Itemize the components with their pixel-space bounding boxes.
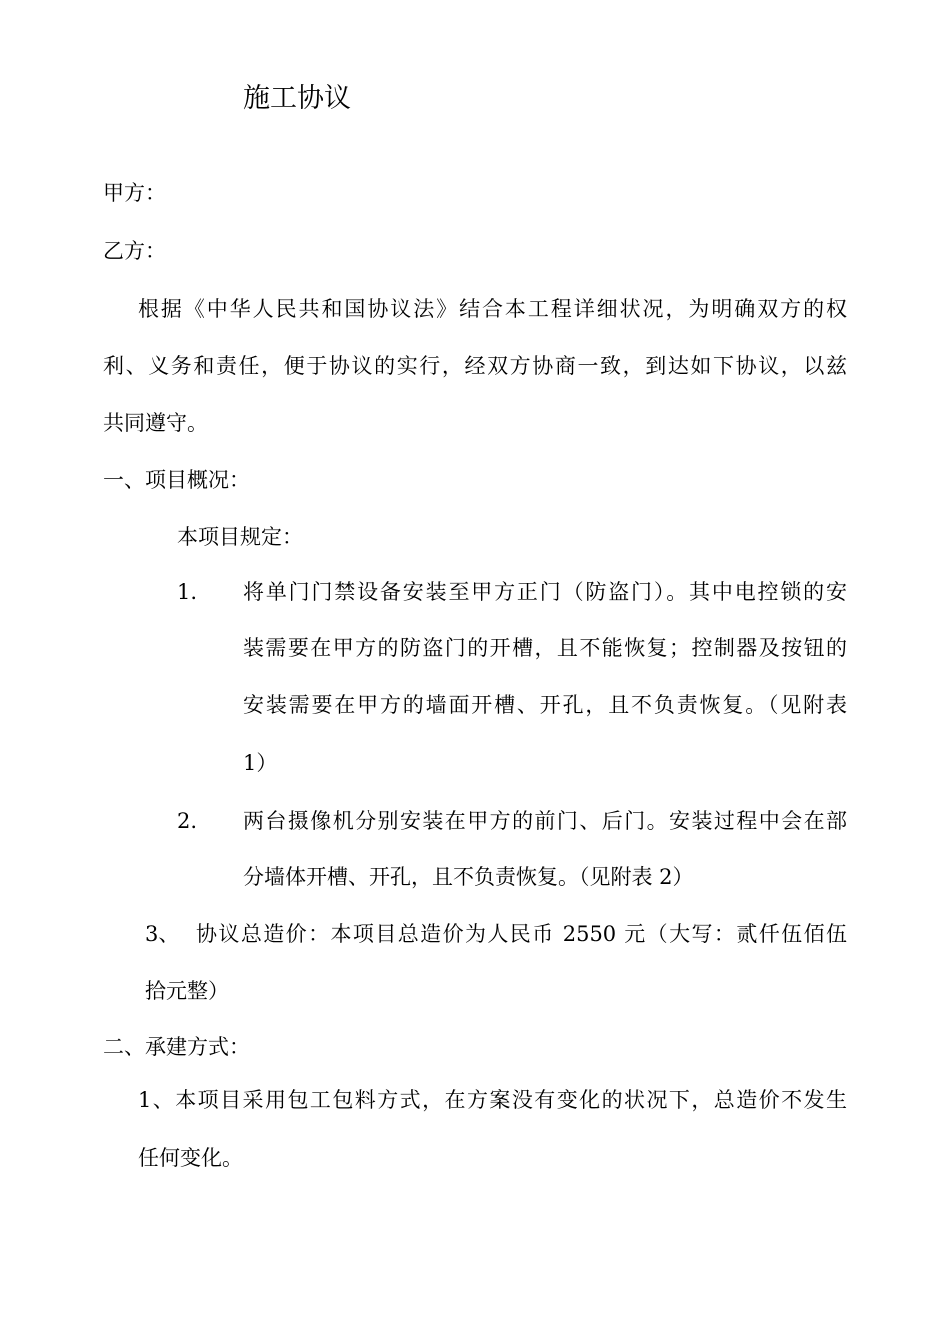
item2-line-2: 分墙体开槽、开孔，且不负责恢复。（见附表 2）	[243, 865, 694, 889]
document-title: 施工协议	[243, 83, 351, 114]
item3-line-1: 协议总造价：本项目总造价为人民币 2550 元（大写：贰仟伍佰伍	[196, 922, 847, 946]
section2-heading: 二、承建方式：	[103, 1035, 250, 1059]
item1-number: 1.	[177, 580, 198, 604]
section1-heading: 一、项目概况：	[103, 468, 250, 492]
section2-item1-line-1: 1、本项目采用包工包料方式，在方案没有变化的状况下，总造价不发生	[138, 1088, 847, 1112]
item3-number: 3、	[145, 922, 180, 946]
section1-subheading: 本项目规定：	[177, 525, 303, 549]
intro-line-2: 利、义务和责任，便于协议的实行，经双方协商一致，到达如下协议，以兹	[103, 354, 847, 378]
item1-line-1: 将单门门禁设备安装至甲方正门（防盗门）。其中电控锁的安	[243, 580, 847, 604]
item3-line-2: 拾元整）	[145, 979, 229, 1003]
intro-line-3: 共同遵守。	[103, 411, 208, 435]
section2-item1-line-2: 任何变化。	[138, 1146, 243, 1170]
item1-line-4: 1）	[243, 751, 278, 775]
item2-line-1: 两台摄像机分别安装在甲方的前门、后门。安装过程中会在部	[243, 809, 847, 833]
item1-line-3: 安装需要在甲方的墙面开槽、开孔，且不负责恢复。（见附表	[243, 693, 847, 717]
item2-number: 2.	[177, 809, 198, 833]
party-a-label: 甲方：	[103, 181, 166, 205]
item1-line-2: 装需要在甲方的防盗门的开槽，且不能恢复；控制器及按钮的	[243, 636, 847, 660]
party-b-label: 乙方：	[103, 239, 166, 263]
intro-line-1: 根据《中华人民共和国协议法》结合本工程详细状况，为明确双方的权	[138, 297, 847, 321]
